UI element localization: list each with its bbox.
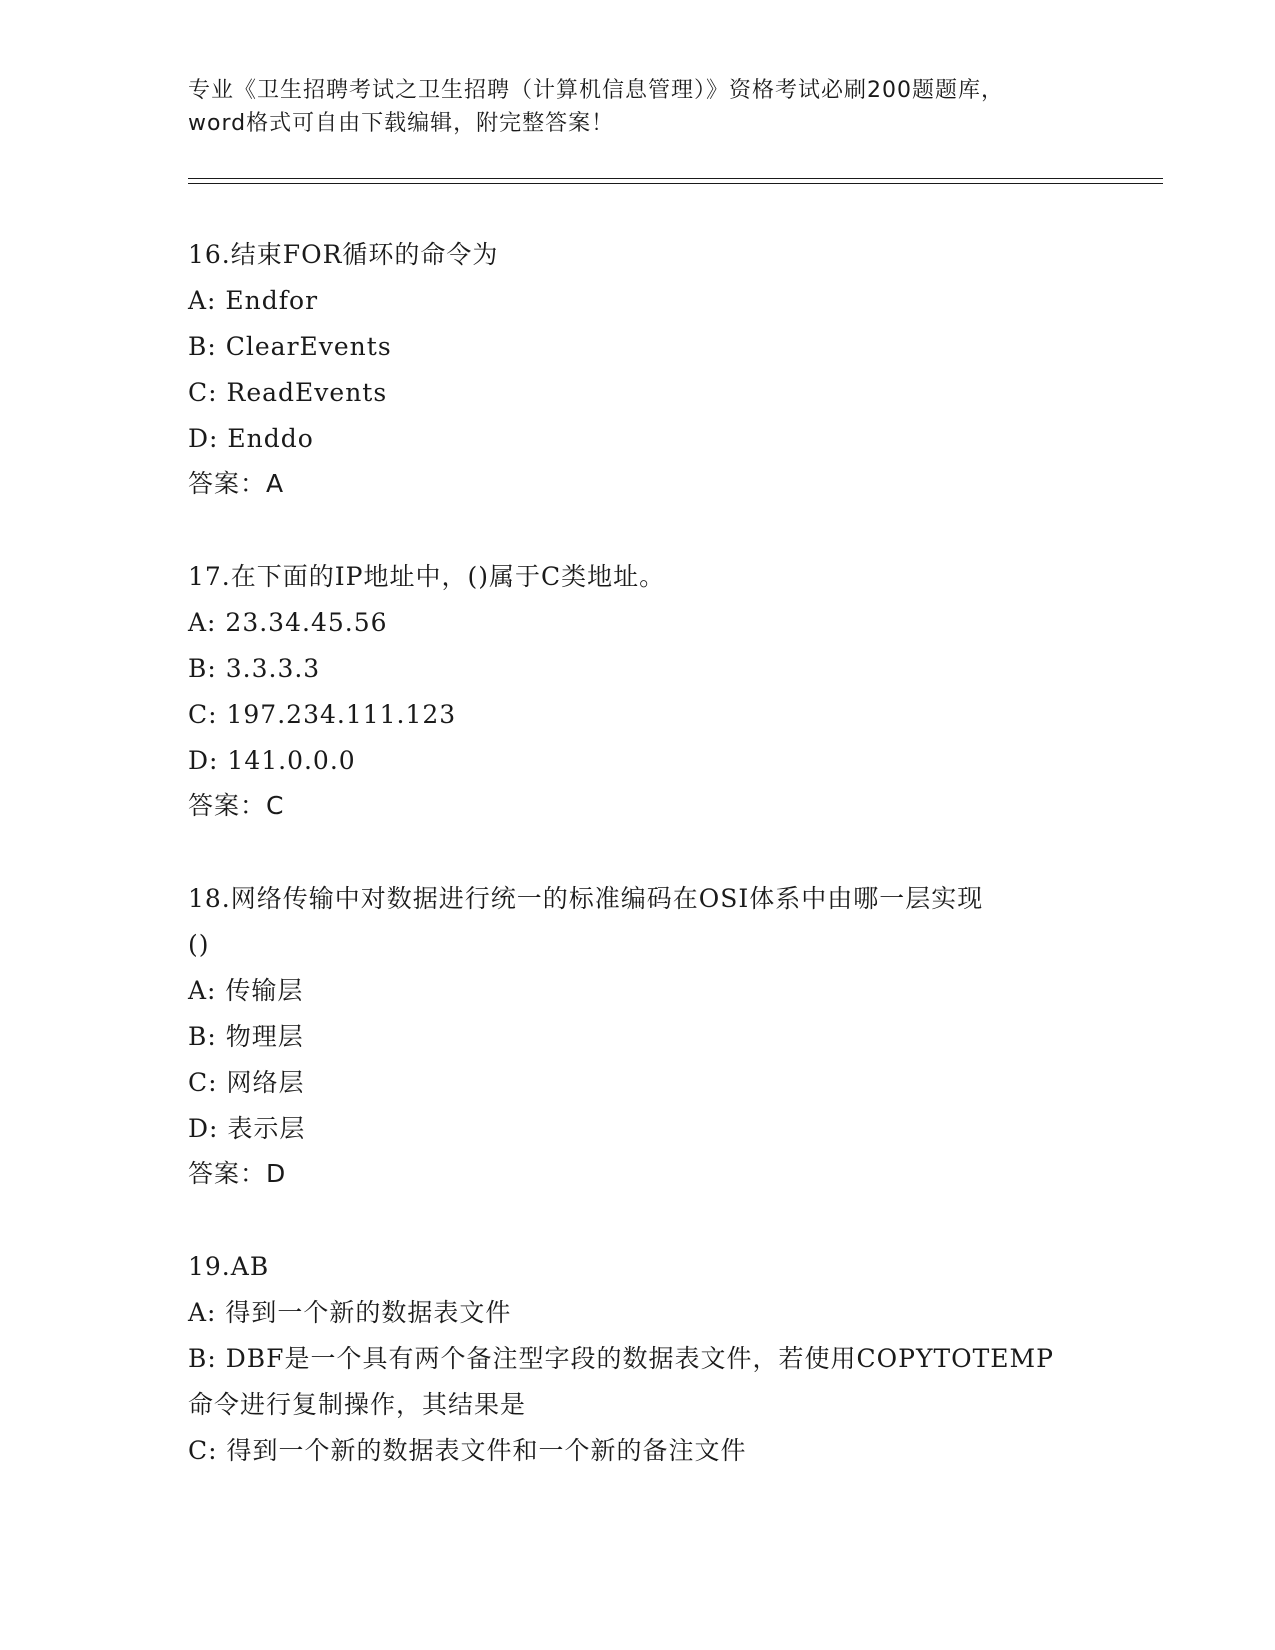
- option-a: A: 23.34.45.56: [188, 608, 388, 637]
- question-16: [188, 232, 1088, 506]
- option-b: B: 物理层: [188, 1022, 304, 1051]
- answer-label: 答案：C: [188, 791, 285, 820]
- question-19: [188, 1244, 1088, 1474]
- option-a: A: 得到一个新的数据表文件: [188, 1298, 512, 1327]
- option-a: A: 传输层: [188, 976, 304, 1005]
- option-a: A: Endfor: [188, 286, 319, 315]
- question-list: [188, 232, 1088, 1522]
- answer-label: 答案：A: [188, 469, 285, 498]
- question-stem-continued: (): [188, 930, 210, 959]
- header-title-line: 专业《卫生招聘考试之卫生招聘（计算机信息管理）》资格考试必刷200题题库，: [188, 78, 1004, 103]
- option-d: D: 表示层: [188, 1114, 306, 1143]
- option-d: D: 141.0.0.0: [188, 746, 356, 775]
- question-stem: 16.结束FOR循环的命令为: [188, 240, 499, 269]
- question-stem: 17.在下面的IP地址中，()属于C类地址。: [188, 562, 666, 591]
- document-header: [188, 74, 1088, 140]
- option-b: B: DBF是一个具有两个备注型字段的数据表文件，若使用COPYTOTEMP: [188, 1344, 1054, 1373]
- option-c: C: 197.234.111.123: [188, 700, 457, 729]
- question-stem: 19.AB: [188, 1252, 270, 1281]
- option-d: D: Enddo: [188, 424, 314, 453]
- option-c: C: 网络层: [188, 1068, 305, 1097]
- question-stem: 18.网络传输中对数据进行统一的标准编码在OSI体系中由哪一层实现: [188, 884, 984, 913]
- option-b: B: ClearEvents: [188, 332, 392, 361]
- option-c: C: ReadEvents: [188, 378, 388, 407]
- question-18: [188, 876, 1088, 1196]
- answer-label: 答案：D: [188, 1159, 287, 1188]
- option-b: B: 3.3.3.3: [188, 654, 321, 683]
- option-b-continued: 命令进行复制操作，其结果是: [188, 1390, 527, 1419]
- header-subtitle-line: word格式可自由下载编辑，附完整答案！: [188, 111, 615, 136]
- header-divider: [188, 178, 1163, 184]
- option-c: C: 得到一个新的数据表文件和一个新的备注文件: [188, 1436, 747, 1465]
- question-17: [188, 554, 1088, 828]
